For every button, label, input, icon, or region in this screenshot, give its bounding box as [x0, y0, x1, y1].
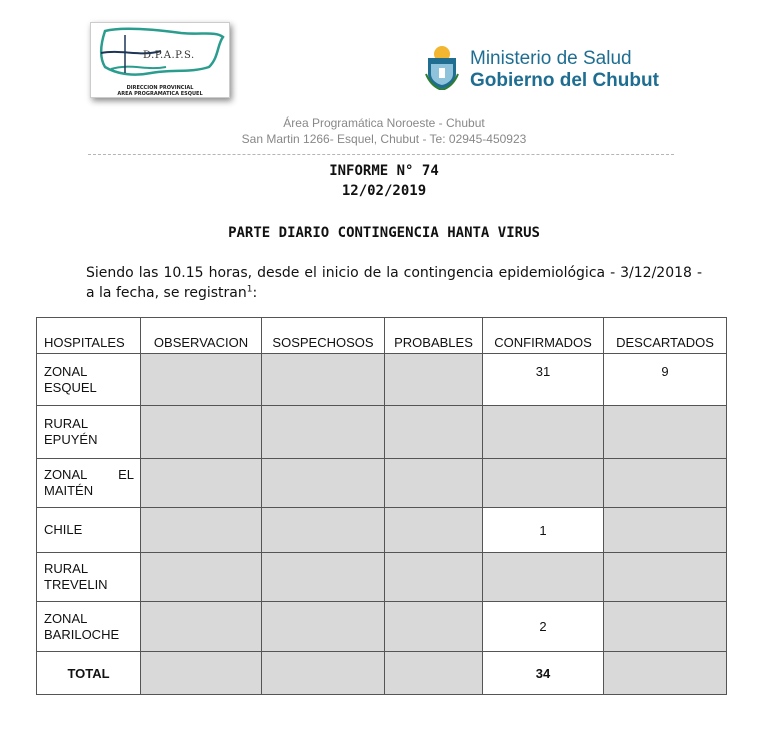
table-row — [37, 508, 727, 553]
dpaps-logo — [90, 22, 230, 98]
table-row — [37, 553, 727, 602]
hospital-name: CHILE — [37, 508, 141, 553]
sospechosos-cell — [262, 553, 385, 602]
total-descartados-cell — [604, 652, 727, 695]
descartados-cell — [604, 406, 727, 459]
confirmados-cell — [483, 553, 604, 602]
probables-cell — [385, 406, 483, 459]
logo-line-2: AREA PROGRAMATICA ESQUEL — [117, 91, 203, 97]
report-number: INFORME N° 74 — [329, 163, 439, 179]
address-line-2: San Martin 1266- Esquel, Chubut - Te: 02945-450923 — [241, 132, 527, 146]
hospital-name: ZONAL BARILOCHE — [37, 602, 141, 652]
sospechosos-cell — [262, 354, 385, 406]
probables-cell — [385, 553, 483, 602]
ministerio-title: Ministerio de Salud — [470, 48, 632, 69]
header-descartados: DESCARTADOS — [604, 318, 727, 354]
probables-cell — [385, 508, 483, 553]
descartados-cell: 9 — [604, 354, 727, 406]
observacion-cell — [141, 354, 262, 406]
table-row — [37, 406, 727, 459]
descartados-cell — [604, 508, 727, 553]
observacion-cell — [141, 406, 262, 459]
address-line-1: Área Programática Noroeste - Chubut — [283, 116, 485, 130]
probables-cell — [385, 354, 483, 406]
header-sospechosos: SOSPECHOSOS — [262, 318, 385, 354]
sospechosos-cell — [262, 406, 385, 459]
hospital-name: RURAL EPUYÉN — [37, 406, 141, 459]
probables-cell — [385, 602, 483, 652]
sospechosos-cell — [262, 602, 385, 652]
hospital-name: ZONAL ESQUEL — [37, 354, 141, 406]
table-row — [37, 602, 727, 652]
table-row — [37, 459, 727, 508]
header-probables: PROBABLES — [385, 318, 483, 354]
table-row — [37, 354, 727, 406]
chubut-shield-icon — [422, 44, 462, 90]
observacion-cell — [141, 602, 262, 652]
total-observacion-cell — [141, 652, 262, 695]
sospechosos-cell — [262, 508, 385, 553]
confirmados-cell: 31 — [483, 354, 604, 406]
intro-text: Siendo las 10.15 horas, desde el inicio de la contingencia epidemiológica - 3/12/2018 - a la fecha, se registran — [86, 265, 702, 301]
probables-cell — [385, 459, 483, 508]
sospechosos-cell — [262, 459, 385, 508]
confirmados-cell: 1 — [483, 508, 604, 553]
total-probables-cell — [385, 652, 483, 695]
header-divider — [88, 154, 674, 155]
hospital-name: RURAL TREVELIN — [37, 553, 141, 602]
gobierno-title: Gobierno del Chubut — [470, 70, 659, 91]
observacion-cell — [141, 553, 262, 602]
header-confirmados: CONFIRMADOS — [483, 318, 604, 354]
logo-acronym: D.P.A.P.S. — [143, 50, 195, 61]
intro-paragraph — [86, 263, 702, 303]
footnote-mark: 1 — [246, 284, 253, 295]
total-confirmados-cell: 34 — [483, 652, 604, 695]
observacion-cell — [141, 508, 262, 553]
cases-table — [36, 317, 727, 695]
total-label: TOTAL — [37, 652, 141, 695]
hospital-name: ZONAL EL MAITÉN — [37, 459, 141, 508]
total-sospechosos-cell — [262, 652, 385, 695]
confirmados-cell — [483, 406, 604, 459]
descartados-cell — [604, 459, 727, 508]
report-subject: PARTE DIARIO CONTINGENCIA HANTA VIRUS — [228, 225, 540, 241]
confirmados-cell — [483, 459, 604, 508]
observacion-cell — [141, 459, 262, 508]
intro-end: : — [252, 285, 258, 301]
report-date: 12/02/2019 — [341, 183, 427, 199]
header-hospitales: HOSPITALES — [37, 318, 141, 354]
total-row — [37, 652, 727, 695]
descartados-cell — [604, 602, 727, 652]
header-observacion: OBSERVACION — [141, 318, 262, 354]
confirmados-cell: 2 — [483, 602, 604, 652]
table-header-row — [37, 318, 727, 354]
descartados-cell — [604, 553, 727, 602]
logo-line-1: DIRECCION PROVINCIAL — [126, 85, 194, 91]
